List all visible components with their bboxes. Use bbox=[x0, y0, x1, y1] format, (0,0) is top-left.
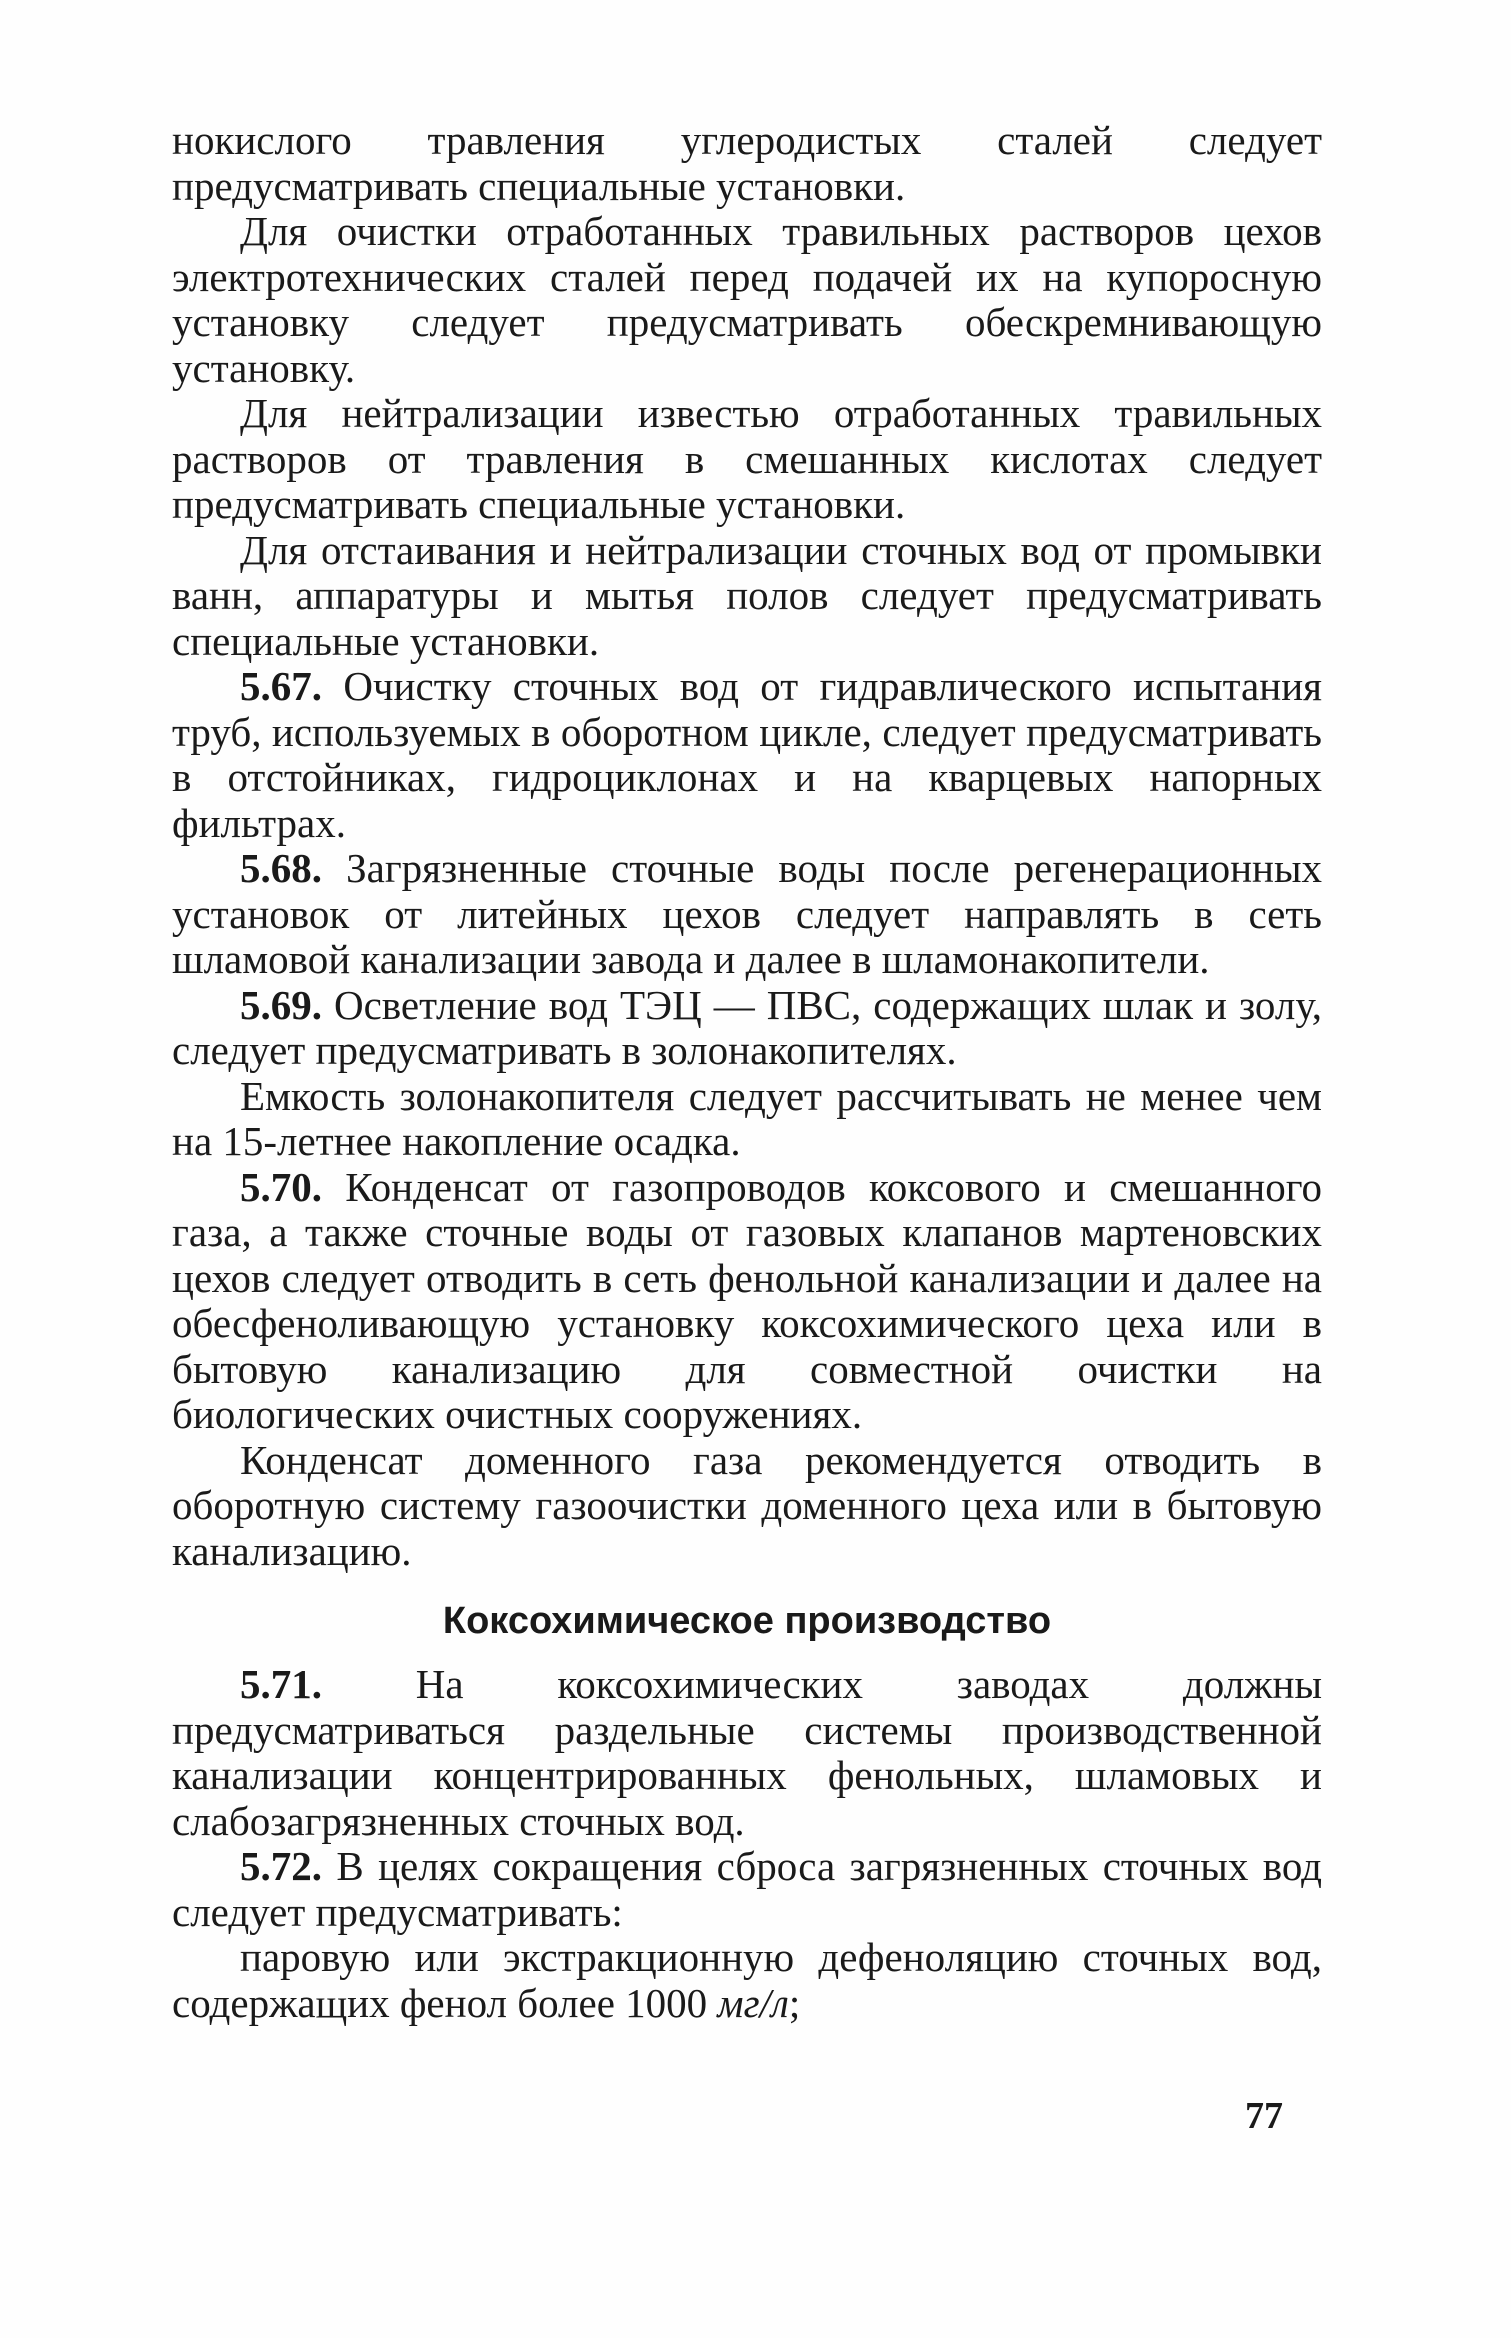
clause-number: 5.69. bbox=[240, 981, 322, 1028]
clause-text: На коксохимических заводах должны предусматриваться раздельные системы производственной канализации концентрированных фенольных, шламовых и слабозагрязненных сточных вод. bbox=[172, 1661, 1323, 1844]
paragraph-text: Емкость золонакопителя следует рассчитывать не менее чем на 15-летнее накопление осадка. bbox=[172, 1072, 1322, 1164]
paragraph bbox=[172, 1074, 1322, 1165]
paragraph bbox=[172, 209, 1322, 391]
clause-5-71 bbox=[172, 1662, 1322, 1844]
clause-number: 5.67. bbox=[240, 663, 322, 709]
body-text bbox=[172, 118, 1322, 2026]
clause-text: Очистку сточных вод от гидравлического испытания труб, используемых в оборотном цикле, следует предусматривать в отстойниках, гидроциклонах и на кварцевых напорных фильтрах. bbox=[172, 663, 1323, 846]
clause-number: 5.70. bbox=[240, 1163, 322, 1210]
list-item-text: паровую или экстракционную дефеноляцию сточных вод, содержащих фенол более 1000 bbox=[172, 1934, 1322, 2026]
clause-text: В целях сокращения сброса загрязненных сточных вод следует предусматривать: bbox=[172, 1843, 1322, 1935]
unit-label: мг/л bbox=[717, 1979, 789, 2026]
clause-5-68 bbox=[172, 846, 1322, 983]
clause-number: 5.68. bbox=[240, 845, 322, 891]
paragraph-text: Конденсат доменного газа рекомендуется отводить в оборотную систему газоочистки доменного цеха или в бытовую канализацию. bbox=[172, 1436, 1322, 1574]
paragraph-text: Для очистки отработанных травильных растворов цехов электротехнических сталей перед подачей их на купоросную установку следует предусматривать обескремнивающую установку. bbox=[172, 208, 1322, 391]
paragraph bbox=[172, 528, 1322, 665]
punctuation: ; bbox=[788, 1979, 801, 2026]
clause-text: Осветление вод ТЭЦ — ПВС, содержащих шлак и золу, следует предусматривать в золонакопителях. bbox=[172, 981, 1322, 1073]
paragraph-text: Для нейтрализации известью отработанных травильных растворов от травления в смешанных кислотах следует предусматривать специальные установки. bbox=[172, 390, 1322, 527]
page-number: 77 bbox=[1245, 2095, 1283, 2137]
clause-text: Конденсат от газопроводов коксового и смешанного газа, а также сточные воды от газовых клапанов мартеновских цехов следует отводить в сеть фенольной канализации и далее на обесфеноливающую установку коксохимического цеха или в бытовую канализацию для совместной очистки на биологических очистных сооружениях. bbox=[172, 1163, 1322, 1437]
clause-text: Загрязненные сточные воды после регенерационных установок от литейных цехов следует направлять в сеть шламовой канализации завода и далее в шламонакопители. bbox=[172, 845, 1323, 982]
clause-number: 5.71. bbox=[240, 1661, 322, 1707]
clause-5-69 bbox=[172, 983, 1322, 1074]
list-item bbox=[172, 1935, 1322, 2026]
section-heading: Коксохимическое производство bbox=[442, 1600, 1052, 1642]
paragraph-continuation bbox=[172, 118, 1322, 209]
paragraph-text: Для отстаивания и нейтрализации сточных вод от промывки ванн, аппаратуры и мытья полов следует предусматривать специальные установки. bbox=[172, 526, 1322, 664]
clause-5-72 bbox=[172, 1844, 1322, 1935]
paragraph-text: нокислого травления углеродистых сталей следует предусматривать специальные установки. bbox=[172, 117, 1322, 209]
paragraph bbox=[172, 391, 1322, 528]
paragraph bbox=[172, 1438, 1322, 1575]
clause-5-70 bbox=[172, 1165, 1322, 1438]
clause-number: 5.72. bbox=[240, 1843, 322, 1889]
clause-5-67 bbox=[172, 664, 1322, 846]
